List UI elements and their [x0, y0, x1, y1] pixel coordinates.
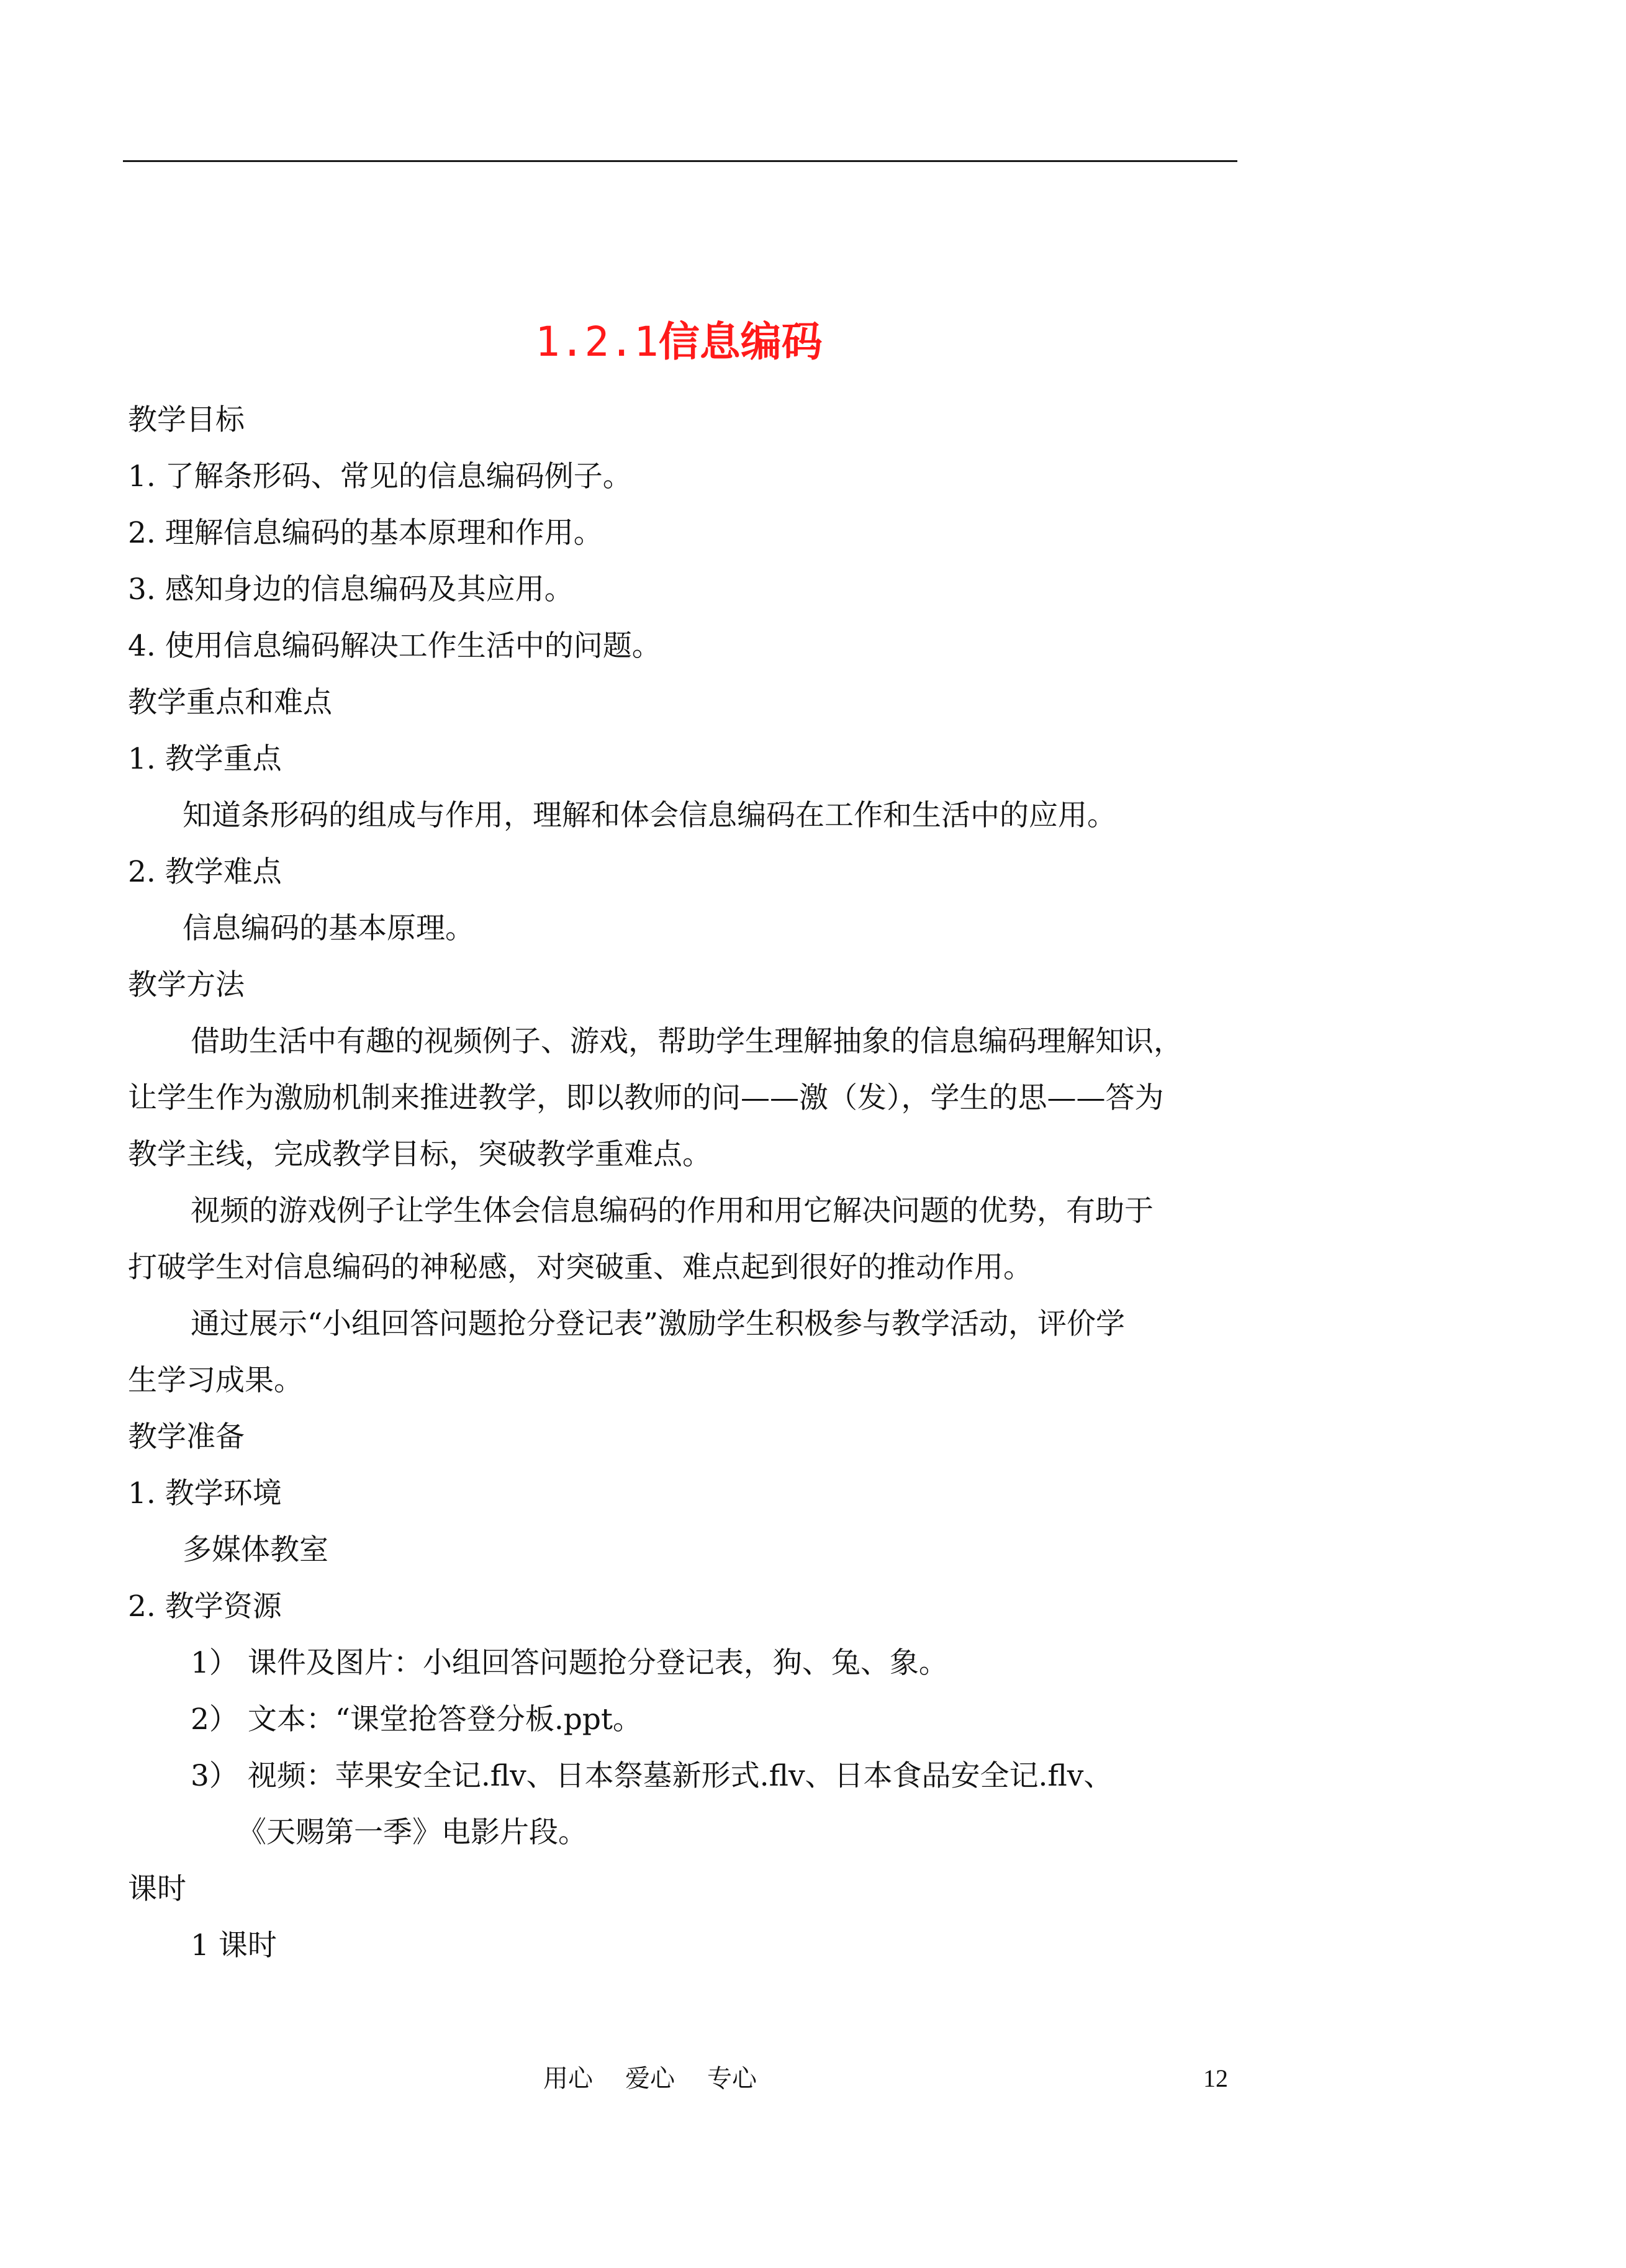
res-item-3: 3） 视频：苹果安全记.flv、日本祭墓新形式.flv、日本食品安全记.flv、: [191, 1759, 1113, 1793]
title-number: 1.2.1: [535, 318, 659, 366]
key-heading: 教学重点和难点: [128, 685, 332, 720]
difficulty-label: 2. 教学难点: [128, 855, 282, 889]
res-item-1: 1） 课件及图片：小组回答问题抢分登记表，狗、兔、象。: [191, 1646, 948, 1680]
goal-item-4: 4. 使用信息编码解决工作生活中的问题。: [128, 629, 661, 663]
footer-item-2: 爱心: [625, 2064, 675, 2093]
key-point-label: 1. 教学重点: [128, 742, 282, 776]
method-p3-line-2: 生学习成果。: [128, 1363, 303, 1398]
method-heading: 教学方法: [128, 968, 245, 1002]
res-label: 2. 教学资源: [128, 1589, 282, 1624]
goal-item-3: 3. 感知身边的信息编码及其应用。: [128, 572, 574, 607]
page-title: [535, 314, 823, 370]
method-p3-line-1: 通过展示“小组回答问题抢分登记表”激励学生积极参与教学活动，评价学: [191, 1307, 1126, 1341]
goal-item-1: 1. 了解条形码、常见的信息编码例子。: [128, 459, 632, 494]
env-label: 1. 教学环境: [128, 1476, 282, 1511]
goal-item-2: 2. 理解信息编码的基本原理和作用。: [128, 516, 603, 550]
footer-motto: [543, 2061, 789, 2096]
footer-item-3: 专心: [707, 2064, 757, 2093]
header-rule: [123, 160, 1237, 162]
prep-heading: 教学准备: [128, 1420, 245, 1454]
method-p1-line-2: 让学生作为激励机制来推进教学，即以教师的问——激（发），学生的思——答为: [128, 1081, 1164, 1115]
res-item-2: 2） 文本：“课堂抢答登分板.ppt。: [191, 1702, 642, 1737]
title-text: 信息编码: [658, 318, 823, 366]
env-text: 多媒体教室: [183, 1533, 328, 1567]
method-p1-line-1: 借助生活中有趣的视频例子、游戏，帮助学生理解抽象的信息编码理解知识，: [191, 1024, 1183, 1059]
goals-heading: 教学目标: [128, 403, 245, 437]
key-point-text: 知道条形码的组成与作用，理解和体会信息编码在工作和生活中的应用。: [183, 798, 1116, 833]
res-item-3-cont: 《天赐第一季》电影片段。: [237, 1815, 587, 1850]
method-p2-line-2: 打破学生对信息编码的神秘感，对突破重、难点起到很好的推动作用。: [128, 1250, 1032, 1285]
method-p2-line-1: 视频的游戏例子让学生体会信息编码的作用和用它解决问题的优势，有助于: [191, 1194, 1154, 1228]
method-p1-line-3: 教学主线，完成教学目标，突破教学重难点。: [128, 1137, 711, 1172]
page-number: 12: [1203, 2064, 1228, 2092]
footer-item-1: 用心: [543, 2064, 593, 2093]
hours-text: 1 课时: [191, 1928, 277, 1963]
difficulty-text: 信息编码的基本原理。: [183, 911, 474, 946]
hours-heading: 课时: [128, 1872, 186, 1906]
